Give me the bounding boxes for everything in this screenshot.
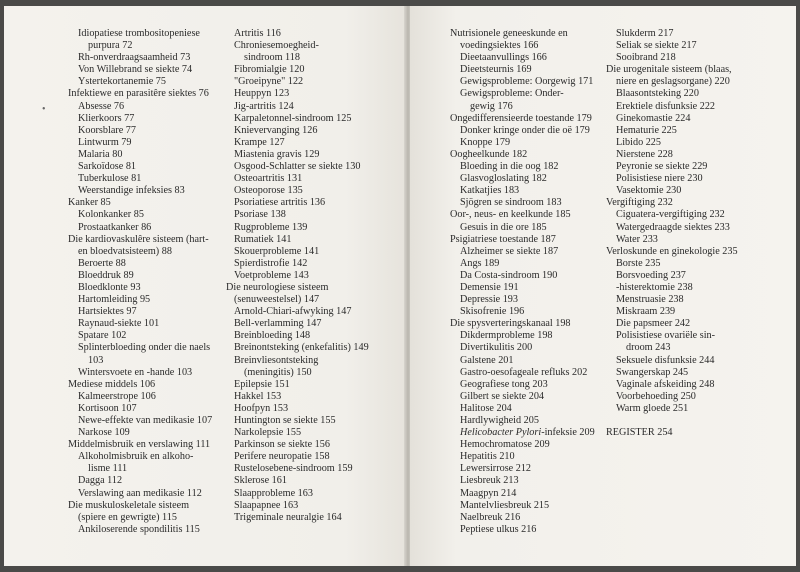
index-entry: Kolonkanker 85 bbox=[78, 209, 144, 221]
index-entry: (spiere en gewrigte) 115 bbox=[78, 511, 177, 523]
index-entry: Psigiatriese toestande 187 bbox=[450, 233, 556, 245]
index-entry: gewig 176 bbox=[470, 100, 513, 112]
index-entry: niere en geslagsorgane) 220 bbox=[616, 76, 730, 88]
index-entry: Slukderm 217 bbox=[616, 28, 674, 39]
index-entry: Psoriase 138 bbox=[234, 209, 286, 221]
index-column-4 bbox=[606, 28, 738, 439]
index-entry: Hemochromatose 209 bbox=[460, 439, 550, 451]
index-entry: Spierdistrofie 142 bbox=[234, 257, 308, 269]
index-entry: Huntington se siekte 155 bbox=[234, 415, 336, 426]
index-entry: Angs 189 bbox=[460, 257, 500, 269]
index-entry: Von Willebrand se siekte 74 bbox=[78, 64, 193, 76]
index-entry: Lintwurm 79 bbox=[78, 136, 132, 148]
index-entry: Hepatitis 210 bbox=[460, 451, 515, 463]
index-entry: Skouerprobleme 141 bbox=[234, 245, 320, 257]
index-entry: Gesuis in die ore 185 bbox=[460, 221, 547, 233]
index-entry: Da Costa-sindroom 190 bbox=[460, 269, 558, 281]
index-column-1 bbox=[68, 28, 212, 536]
index-entry: (meningitis) 150 bbox=[244, 366, 312, 378]
index-entry: Borste 235 bbox=[616, 257, 661, 269]
index-entry: Miskraam 239 bbox=[616, 306, 676, 318]
index-entry: Hakkel 153 bbox=[234, 390, 282, 402]
index-entry: Beroerte 88 bbox=[78, 257, 126, 269]
index-entry: Kalmeerstrope 106 bbox=[78, 390, 156, 402]
index-entry: Kortisoon 107 bbox=[78, 402, 137, 414]
index-entry: Vaginale afskeiding 248 bbox=[616, 378, 715, 390]
index-entry: Artritis 116 bbox=[234, 28, 281, 39]
index-entry: Glasvogloslating 182 bbox=[460, 173, 547, 185]
index-entry: Knievervanging 126 bbox=[234, 124, 318, 136]
index-entry: Demensie 191 bbox=[460, 281, 519, 293]
index-entry: Psoriatiese artritis 136 bbox=[234, 197, 326, 209]
index-entry: Gewigsprobleme: Onder- bbox=[460, 88, 564, 100]
index-entry: Galstene 201 bbox=[460, 354, 514, 366]
index-entry: Helicobacter Pylori-infeksie 209 bbox=[460, 427, 595, 439]
index-entry: Vergiftiging 232 bbox=[606, 197, 673, 209]
index-entry: Dagga 112 bbox=[78, 475, 123, 487]
index-entry: (senuweestelsel) 147 bbox=[234, 294, 320, 306]
index-entry: Water 233 bbox=[616, 233, 658, 245]
index-entry: Dieetaanvullings 166 bbox=[460, 52, 547, 64]
index-entry: Libido 225 bbox=[616, 136, 661, 148]
index-entry: Spatare 102 bbox=[78, 330, 127, 342]
index-entry: Rugprobleme 139 bbox=[234, 221, 308, 233]
index-entry: Erektiele disfunksie 222 bbox=[616, 100, 716, 112]
index-entry: Ankiloserende spondilitis 115 bbox=[78, 523, 200, 535]
index-entry: Middelmisbruik en verslawing 111 bbox=[68, 439, 211, 451]
index-entry: REGISTER 254 bbox=[606, 427, 673, 438]
index-entry: Breinbloeding 148 bbox=[234, 330, 311, 342]
index-entry: Chroniesemoegheid- bbox=[234, 40, 319, 52]
index-entry: Dikdermprobleme 198 bbox=[460, 330, 553, 342]
index-entry: Lewersirrose 212 bbox=[460, 463, 532, 475]
index-entry: Sooibrand 218 bbox=[616, 52, 676, 64]
index-entry: 103 bbox=[88, 354, 104, 366]
index-entry: Die kardiovaskulêre sisteem (hart- bbox=[68, 233, 209, 245]
index-entry: Hartsiektes 97 bbox=[78, 306, 137, 318]
index-entry: Alzheimer se siekte 187 bbox=[460, 245, 559, 257]
index-entry: Halitose 204 bbox=[460, 402, 512, 414]
right-page bbox=[410, 6, 796, 566]
index-entry: Divertikulitis 200 bbox=[460, 342, 533, 354]
index-entry: Mantelvliesbreuk 215 bbox=[460, 499, 550, 511]
index-entry: Newe-effekte van medikasie 107 bbox=[78, 415, 213, 426]
index-entry: Swangerskap 245 bbox=[616, 366, 689, 378]
index-entry: Karpaletonnel-sindroom 125 bbox=[234, 112, 352, 124]
index-entry: Die spysverteringskanaal 198 bbox=[450, 318, 571, 330]
index-entry: Epilepsie 151 bbox=[234, 378, 290, 390]
index-entry: Slaapapnee 163 bbox=[234, 499, 299, 511]
index-entry: Die urogenitale sisteem (blaas, bbox=[606, 64, 732, 76]
index-entry: Miastenia gravis 129 bbox=[234, 148, 320, 160]
index-entry: Verloskunde en ginekologie 235 bbox=[606, 245, 738, 257]
index-entry: Oogheelkunde 182 bbox=[450, 148, 528, 160]
index-entry: Narkolepsie 155 bbox=[234, 427, 302, 439]
index-entry: Polisistiese niere 230 bbox=[616, 173, 703, 185]
index-entry: Ciguatera-vergiftiging 232 bbox=[616, 209, 725, 221]
index-entry: Bell-verlamming 147 bbox=[234, 318, 322, 330]
index-entry: voedingsiektes 166 bbox=[460, 40, 539, 52]
index-entry: Absesse 76 bbox=[78, 100, 125, 112]
index-entry: Idiopatiese trombositopeniese bbox=[78, 28, 200, 39]
index-entry: Nutrisionele geneeskunde en bbox=[450, 28, 568, 39]
index-entry: Malaria 80 bbox=[78, 148, 123, 160]
index-entry: Die muskuloskeletale sisteem bbox=[68, 499, 190, 511]
index-entry: Klierkoors 77 bbox=[78, 112, 135, 124]
index-entry: Rumatiek 141 bbox=[234, 233, 292, 245]
index-entry: Arnold-Chiari-afwyking 147 bbox=[234, 306, 352, 318]
index-entry: Menstruasie 238 bbox=[616, 294, 684, 306]
index-entry: Ginekomastie 224 bbox=[616, 112, 691, 124]
index-entry: Maagpyn 214 bbox=[460, 487, 517, 499]
index-entry: Skisofrenie 196 bbox=[460, 306, 525, 318]
index-entry: Kanker 85 bbox=[68, 197, 111, 209]
index-entry: Voorbehoeding 250 bbox=[616, 390, 696, 402]
index-entry: "Groeipyne" 122 bbox=[234, 76, 304, 88]
index-entry: Seksuele disfunksie 244 bbox=[616, 354, 715, 366]
book-spread bbox=[4, 6, 796, 566]
index-entry: Warm gloede 251 bbox=[616, 402, 689, 414]
index-entry: Bloeddruk 89 bbox=[78, 269, 134, 281]
index-entry: Depressie 193 bbox=[460, 294, 518, 306]
index-entry: sindroom 118 bbox=[244, 52, 300, 64]
index-entry: Parkinson se siekte 156 bbox=[234, 439, 330, 451]
index-entry: Nierstene 228 bbox=[616, 148, 673, 160]
index-entry: Verslawing aan medikasie 112 bbox=[78, 487, 202, 499]
index-entry: Rh-onverdraagsaamheid 73 bbox=[78, 52, 191, 64]
index-entry: Bloedklonte 93 bbox=[78, 281, 141, 293]
index-entry: Dieetsteurnis 169 bbox=[460, 64, 532, 76]
index-entry: Vasektomie 230 bbox=[616, 185, 682, 197]
index-entry: Blaasontsteking 220 bbox=[616, 88, 699, 100]
index-entry: Knoppe 179 bbox=[460, 136, 511, 148]
index-entry: Voetprobleme 143 bbox=[234, 269, 309, 281]
index-entry: Trigeminale neuralgie 164 bbox=[234, 511, 342, 523]
index-column-2 bbox=[226, 28, 369, 524]
index-entry: Narkose 109 bbox=[78, 427, 130, 439]
left-page bbox=[4, 6, 406, 566]
index-entry: Die neurologiese sisteem bbox=[226, 281, 329, 293]
index-entry: droom 243 bbox=[626, 342, 671, 354]
index-entry: Osteoporose 135 bbox=[234, 185, 303, 197]
index-entry: Polisistiese ovariële sin- bbox=[616, 330, 716, 342]
index-entry: Borsvoeding 237 bbox=[616, 269, 686, 281]
index-entry: Donker kringe onder die oë 179 bbox=[460, 124, 590, 136]
index-entry: Ongedifferensieerde toestande 179 bbox=[450, 112, 592, 124]
index-entry: Rustelosebene-sindroom 159 bbox=[234, 463, 353, 475]
index-entry: Osteoartritis 131 bbox=[234, 173, 303, 185]
index-entry: Katkatjies 183 bbox=[460, 185, 520, 197]
index-entry: Hartomleiding 95 bbox=[78, 294, 151, 306]
index-entry: Naelbreuk 216 bbox=[460, 511, 521, 523]
index-entry: Wintersvoete en -hande 103 bbox=[78, 366, 193, 378]
index-entry: Krampe 127 bbox=[234, 136, 285, 148]
index-entry: Die papsmeer 242 bbox=[616, 318, 691, 330]
index-entry: Infektiewe en parasitêre siektes 76 bbox=[68, 88, 209, 100]
index-entry: Tuberkulose 81 bbox=[78, 173, 142, 185]
index-entry: Fibromialgie 120 bbox=[234, 64, 305, 76]
index-entry: Geografiese tong 203 bbox=[460, 378, 548, 390]
index-entry: Weerstandige infeksies 83 bbox=[78, 185, 185, 197]
index-entry: Watergedraagde siektes 233 bbox=[616, 221, 730, 233]
index-entry: Sklerose 161 bbox=[234, 475, 287, 487]
index-entry: Peptiese ulkus 216 bbox=[460, 523, 537, 535]
index-entry: Sjögren se sindroom 183 bbox=[460, 197, 562, 209]
index-entry: Raynaud-siekte 101 bbox=[78, 318, 160, 330]
index-column-3 bbox=[450, 28, 595, 536]
index-entry: Mediese middels 106 bbox=[68, 378, 156, 390]
index-entry: Liesbreuk 213 bbox=[460, 475, 519, 487]
index-entry: Oor-, neus- en keelkunde 185 bbox=[450, 209, 571, 221]
index-entry: Breinontsteking (enkefalitis) 149 bbox=[234, 342, 369, 354]
index-entry: Prostaatkanker 86 bbox=[78, 221, 152, 233]
index-entry: Sarkoïdose 81 bbox=[78, 161, 137, 173]
index-entry: Alkoholmisbruik en alkoho- bbox=[78, 451, 194, 463]
index-entry: Gewigsprobleme: Oorgewig 171 bbox=[460, 76, 594, 88]
index-entry: Heuppyn 123 bbox=[234, 88, 290, 100]
index-entry: lisme 111 bbox=[88, 463, 128, 475]
index-entry: Seliak se siekte 217 bbox=[616, 40, 697, 52]
index-entry: Bloeding in die oog 182 bbox=[460, 161, 559, 173]
index-entry: Splinterbloeding onder die naels bbox=[78, 342, 211, 354]
index-entry: Gastro-oesofageale refluks 202 bbox=[460, 366, 588, 378]
index-entry: Hoofpyn 153 bbox=[234, 402, 289, 414]
index-entry: Slaapprobleme 163 bbox=[234, 487, 313, 499]
index-entry: en bloedvatsisteem) 88 bbox=[78, 245, 172, 257]
index-entry: Hematurie 225 bbox=[616, 124, 677, 136]
index-entry: Peyronie se siekte 229 bbox=[616, 161, 708, 173]
index-entry: Ystertekortanemie 75 bbox=[78, 76, 166, 88]
index-entry: Koorsblare 77 bbox=[78, 124, 136, 136]
index-entry: Jig-artritis 124 bbox=[234, 100, 294, 112]
index-entry: Osgood-Schlatter se siekte 130 bbox=[234, 161, 361, 173]
margin-mark: • bbox=[42, 104, 46, 115]
index-entry: Hardlywigheid 205 bbox=[460, 415, 539, 426]
index-entry: Perifere neuropatie 158 bbox=[234, 451, 330, 463]
index-entry: purpura 72 bbox=[88, 40, 133, 52]
index-entry: -histerektomie 238 bbox=[616, 281, 693, 293]
index-entry: Breinvliesontsteking bbox=[234, 354, 319, 366]
index-entry: Gilbert se siekte 204 bbox=[460, 390, 545, 402]
